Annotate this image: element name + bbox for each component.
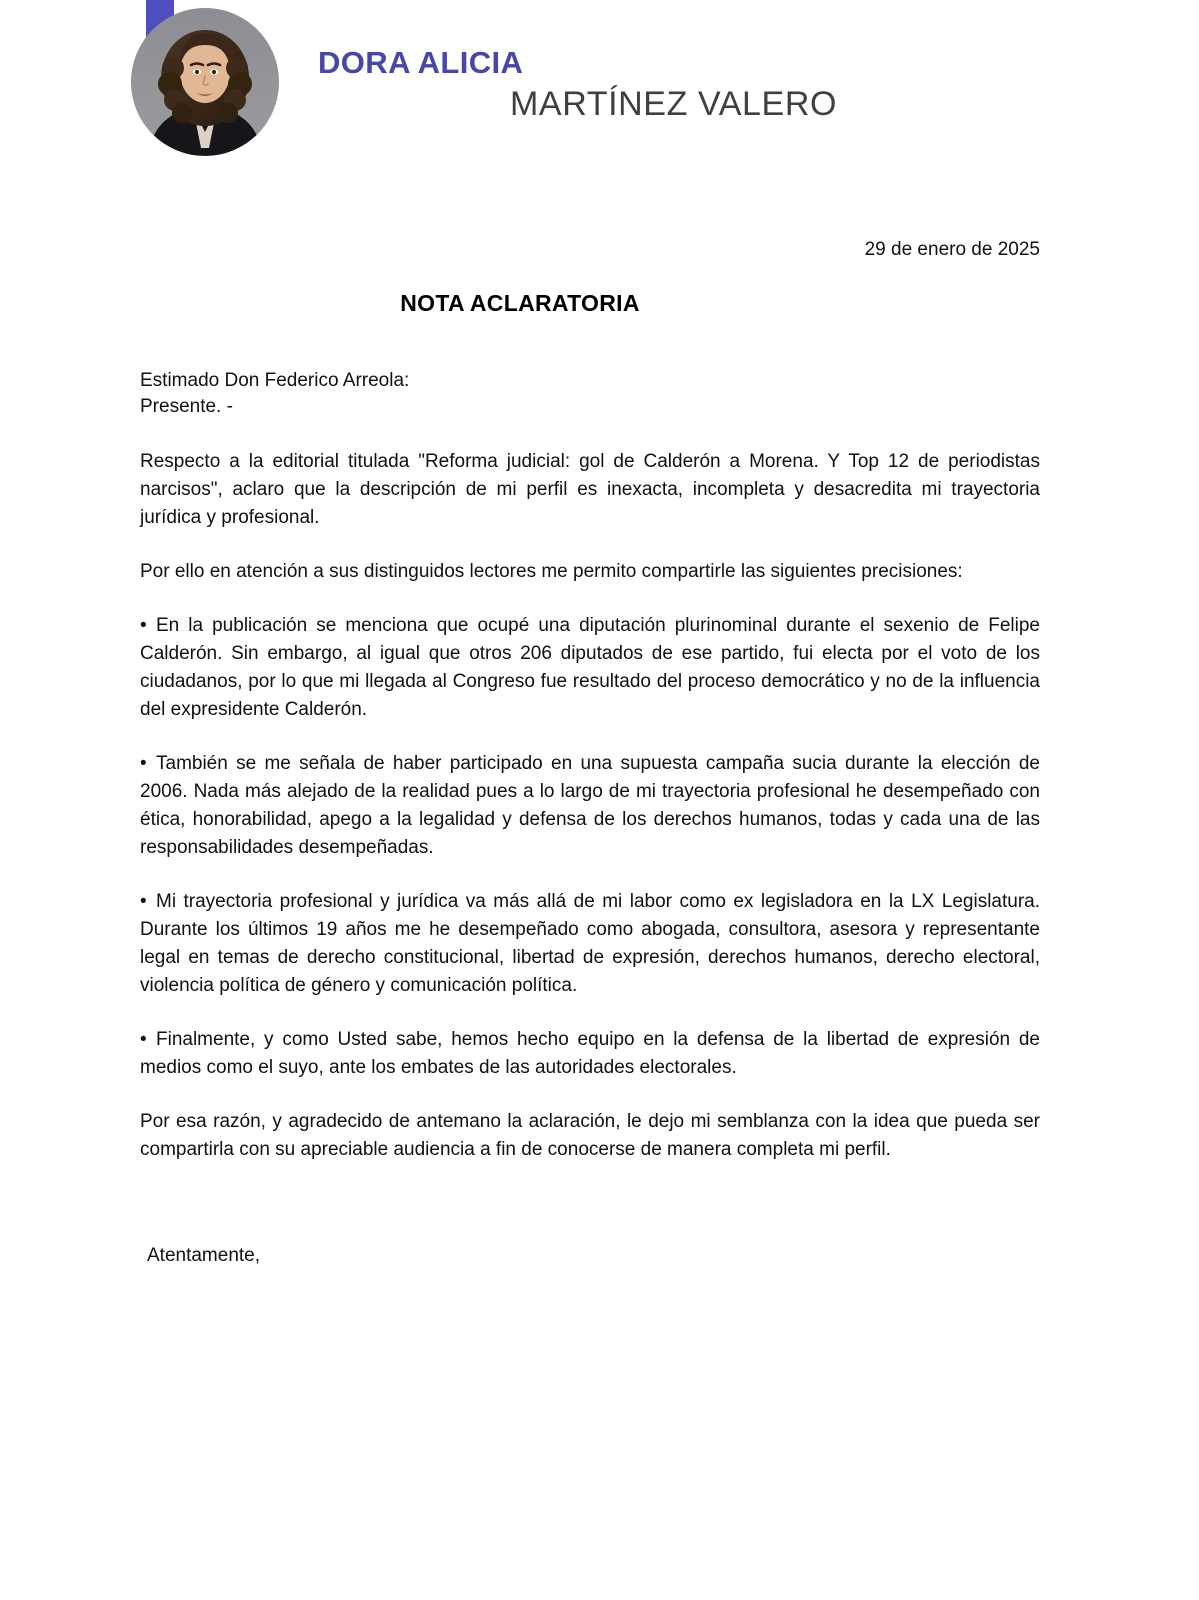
spacer <box>140 724 1040 750</box>
spacer <box>140 420 1040 448</box>
last-name: MARTÍNEZ VALERO <box>510 84 838 123</box>
name-block <box>318 46 1078 156</box>
bullet-marker: • <box>140 1029 147 1050</box>
bullet-marker: • <box>140 753 147 774</box>
first-name: DORA ALICIA <box>318 45 524 80</box>
portrait-photo-icon <box>131 8 279 156</box>
spacer <box>140 586 1040 612</box>
bullet-text: En la publicación se menciona que ocupé una diputación plurinominal durante el sexenio de Felipe Calderón. Sin embargo, al igual que otros 206 diputados de ese partido, fui electa por el voto de los ciudadanos, por lo que mi llegada al Congreso fue resultado del proceso democrático y no de la influencia del expresidente Calderón. <box>140 615 1040 720</box>
spacer <box>140 532 1040 558</box>
paragraph-closing: Por esa razón, y agradecido de antemano la aclaración, le dejo mi semblanza con la idea que pueda ser compartirla con su apreciable audiencia a fin de conocerse de manera completa mi perfil. <box>140 1111 1040 1160</box>
avatar <box>131 8 279 156</box>
page-title: NOTA ACLARATORIA <box>400 290 640 316</box>
bullet-marker: • <box>140 615 147 636</box>
bullet-text: Finalmente, y como Usted sabe, hemos hecho equipo en la defensa de la libertad de expresión de medios como el suyo, ante los embates de las autoridades electorales. <box>140 1029 1040 1078</box>
paragraph-precisions-lead: Por ello en atención a sus distinguidos lectores me permito compartirle las siguientes precisiones: <box>140 561 963 582</box>
paragraph-intro: Respecto a la editorial titulada "Reforma judicial: gol de Calderón a Morena. Y Top 12 de periodistas narcisos", aclaro que la descripción de mi perfil es inexacta, incompleta y desacredita mi trayectoria jurídica y profesional. <box>140 451 1040 528</box>
bullet-text: También se me señala de haber participado en una supuesta campaña sucia durante la elección de 2006. Nada más alejado de la realidad pues a lo largo de mi trayectoria profesional he desempeñado con ética, honorabilidad, apego a la legalidad y defensa de los derechos humanos, todas y cada una de las responsabilidades desempeñadas. <box>140 753 1040 858</box>
sign-off: Atentamente, <box>147 1245 261 1266</box>
bullet-item <box>140 1026 1040 1082</box>
spacer <box>140 1082 1040 1108</box>
spacer <box>140 1000 1040 1026</box>
bullet-marker: • <box>140 891 147 912</box>
bullet-item <box>140 612 1040 724</box>
salutation: Estimado Don Federico Arreola: <box>140 370 410 391</box>
letter-body <box>140 368 1040 1164</box>
bullet-text: Mi trayectoria profesional y jurídica va más allá de mi labor como ex legisladora en la LX Legislatura. Durante los últimos 19 años me he desempeñado como abogada, consultora, asesora y representante legal en temas de derecho constitucional, libertad de expresión, derechos humanos, derecho electoral, violencia política de género y comunicación política. <box>140 891 1040 996</box>
document-date: 29 de enero de 2025 <box>864 239 1040 260</box>
bullet-item <box>140 750 1040 862</box>
bullet-item <box>140 888 1040 1000</box>
letterhead <box>0 0 1199 175</box>
spacer <box>140 862 1040 888</box>
salutation-present: Presente. - <box>140 396 233 417</box>
